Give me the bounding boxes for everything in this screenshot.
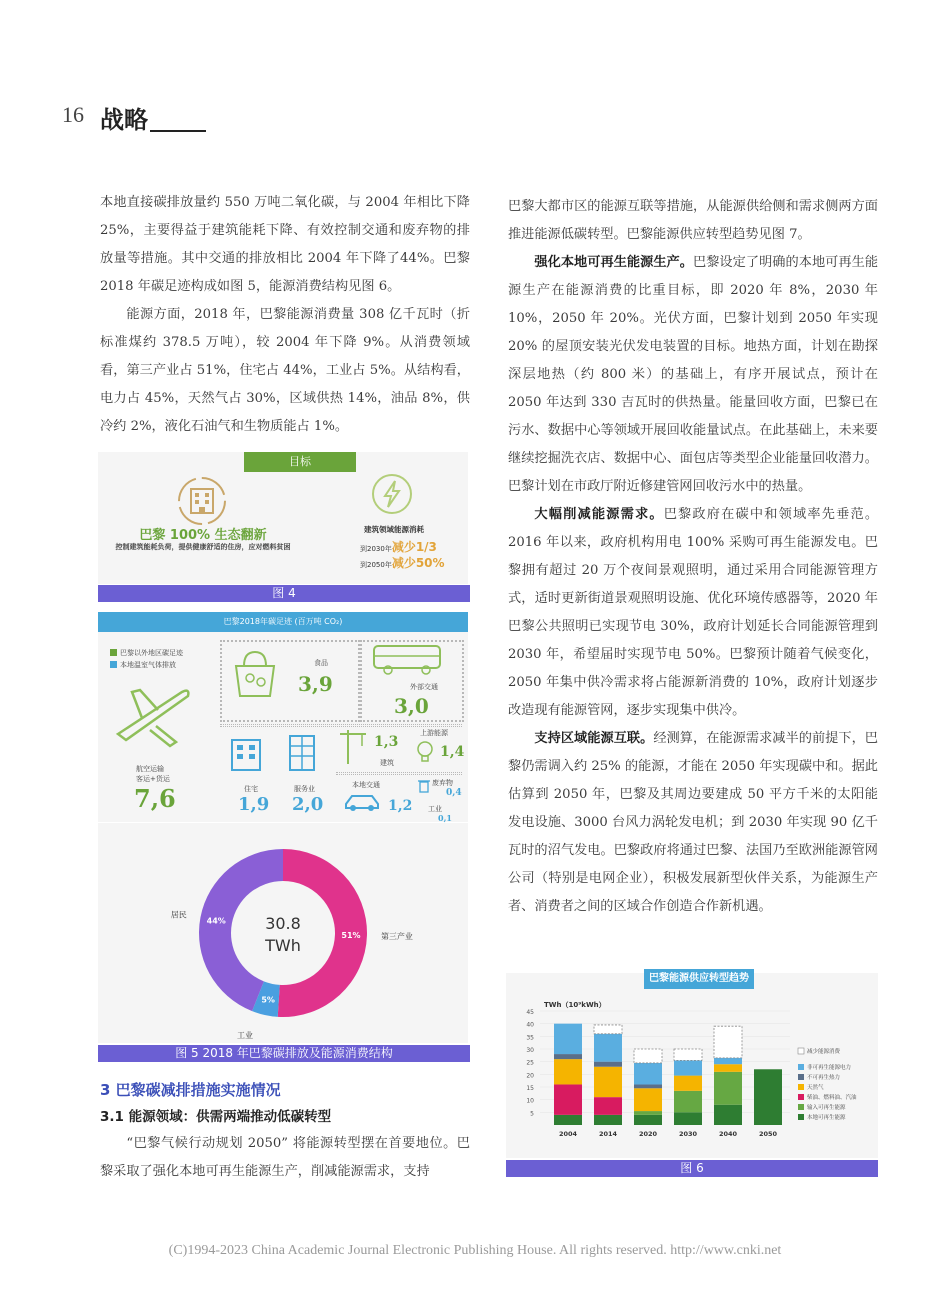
subsection-heading: 3.1 能源领域：供需两端推动低碳转型	[100, 1109, 332, 1125]
right-column-text	[508, 193, 878, 921]
bar-seg-0-4	[554, 1054, 582, 1059]
right-paragraph-2	[508, 249, 878, 501]
left-paragraph-1: 本地直接碳排放量约 550 万吨二氧化碳，与 2004 年相比下降 25%，主要得益于建筑能耗下降、有效控制交通和废弃物的排放量等措施。其中交通的排放相比 2004 年下降了44%。巴黎 2018 年碳足迹构成如图 5，能源消费结构见图 6。	[100, 195, 470, 294]
tile-industry-value: 0,1	[438, 813, 452, 823]
tile-industry-label: 工业	[428, 805, 442, 813]
bar-x-tick-5: 2050	[758, 1130, 778, 1138]
page-number: 16	[62, 102, 84, 127]
lead-renewables: 强化本地可再生能源生产。	[534, 255, 693, 270]
bar-seg-3-1	[674, 1091, 702, 1113]
right-paragraph-1: 巴黎大都市区的能源互联等措施，从能源供给侧和需求侧两方面推进能源低碳转型。巴黎能源供应转型趋势见图 7。	[508, 199, 878, 242]
bar-legend-label-1: 输入可再生能源	[807, 1105, 846, 1111]
legend-green-label: 巴黎以外地区碳足迹	[120, 649, 183, 657]
figure-5-footprint	[98, 612, 468, 822]
bar-y-tick-3: 20	[526, 1072, 534, 1080]
crane-icon	[338, 726, 368, 766]
airplane-icon	[112, 680, 194, 750]
lightbulb-icon	[416, 740, 434, 764]
apartment-icon	[228, 736, 264, 772]
tile-housing-label: 住宅	[244, 785, 258, 793]
bar-seg-0-0	[554, 1115, 582, 1125]
section-heading: 3 巴黎碳减排措施实施情况	[100, 1081, 281, 1099]
bar-y-tick-1: 10	[526, 1097, 534, 1105]
donut-center-value: 30.8	[265, 914, 301, 933]
fig4-right-title: 建筑领域能源消耗	[364, 525, 424, 534]
donut-pct-label-0: 51%	[341, 931, 361, 941]
bar-seg-1-2	[594, 1097, 622, 1115]
bar-seg-1-3	[594, 1067, 622, 1097]
bar-seg-3-3	[674, 1076, 702, 1091]
fig4-2050-value: 减少50%	[391, 556, 445, 570]
bar-seg-1-6	[594, 1025, 622, 1034]
bar-legend-swatch-6	[798, 1048, 804, 1054]
bar-seg-4-3	[714, 1064, 742, 1072]
bar-legend-swatch-4	[798, 1074, 804, 1080]
bar-seg-1-4	[594, 1062, 622, 1067]
legend-blue-label: 本地温室气体排放	[120, 661, 176, 669]
fig4-target-2030	[360, 538, 437, 555]
fig4-2050-prefix: 到2050年	[360, 561, 392, 569]
bar-y-tick-5: 30	[526, 1047, 534, 1054]
bar-seg-0-5	[554, 1024, 582, 1054]
bar-x-tick-3: 2030	[678, 1130, 698, 1138]
fig4-banner: 目标	[244, 452, 356, 472]
bar-seg-4-6	[714, 1026, 742, 1058]
fig6-title: 巴黎能源供应转型趋势	[644, 969, 754, 989]
tile-aviation-sub: 客运+货运	[136, 775, 170, 783]
right-paragraph-3-body: 巴黎政府在碳中和领域率先垂范。2016 年以来，政府机构用电 100% 采购可再生能源发电。巴黎拥有超过 20 万个夜间景观照明，通过采用合同能源管理方式，适时更新街道景观照明设施、优化环境传感器等，2020 年巴黎公共照明已实现节电 30%，政府计划延长合同能源管理到 2030 年，希望届时实现节电 50%。巴黎预计随着气候变化，2050 年集中供冷需求将占能源新消费的 10%，政府计划逐步改造现有能源管网，逐步实现集中供冷。	[508, 507, 879, 718]
bar-seg-3-5	[674, 1060, 702, 1075]
figure-4	[98, 452, 468, 584]
energy-supply-bar-chart	[506, 973, 878, 1158]
bar-legend-swatch-5	[798, 1064, 804, 1070]
bar-y-label: TWh（10⁹kWh）	[544, 1001, 606, 1009]
fig4-left-title: 巴黎 100% 生态翻新	[139, 528, 267, 543]
fig4-caption: 图 4	[98, 585, 470, 602]
bar-y-tick-0: 5	[530, 1110, 534, 1118]
donut-pct-label-2: 44%	[206, 916, 226, 926]
bar-legend-label-5: 非可再生能源电力	[807, 1065, 852, 1071]
copyright-footer: (C)1994-2023 China Academic Journal Electronic Publishing House. All rights reserved. http://www.cnki.net	[168, 1243, 782, 1258]
tile-waste-label: 废弃物	[432, 779, 453, 787]
bar-legend-swatch-0	[798, 1114, 804, 1120]
figure-6	[506, 973, 878, 1158]
tile-aviation-label: 航空运输	[136, 765, 164, 773]
bar-legend-label-2: 柴油、燃料油、汽油	[807, 1095, 857, 1101]
bar-seg-3-6	[674, 1049, 702, 1060]
fig4-2030-value: 减少1/3	[391, 540, 437, 554]
donut-category-label-2: 居民	[170, 910, 187, 920]
figure-5-donut	[98, 823, 468, 1043]
bar-seg-1-5	[594, 1034, 622, 1062]
donut-center-unit: TWh	[265, 936, 301, 955]
bar-seg-4-5	[714, 1058, 742, 1064]
bar-x-tick-0: 2004	[558, 1130, 578, 1138]
bar-seg-2-0	[634, 1115, 662, 1125]
bar-seg-4-0	[714, 1105, 742, 1125]
bar-seg-2-3	[634, 1088, 662, 1111]
tile-external-transport-value: 3,0	[394, 694, 429, 718]
tile-upstream-value: 1,4	[440, 744, 465, 760]
bar-y-tick-8: 45	[526, 1009, 534, 1016]
legend-green-swatch	[110, 649, 117, 656]
right-paragraph-3	[508, 501, 878, 725]
trash-icon	[418, 778, 430, 792]
bus-icon	[370, 642, 444, 676]
bar-legend-swatch-1	[798, 1104, 804, 1110]
left-bottom-paragraph: “巴黎气候行动规划 2050” 将能源转型摆在首要地位。巴黎采取了强化本地可再生能源生产，削减能源需求，支持	[100, 1136, 470, 1179]
tile-housing-value: 1,9	[238, 794, 270, 815]
section-title: 战略	[100, 106, 148, 134]
bar-seg-0-2	[554, 1084, 582, 1114]
bar-seg-2-6	[634, 1049, 662, 1063]
bar-seg-1-0	[594, 1115, 622, 1125]
tile-local-transport-label: 本地交通	[352, 781, 380, 789]
tile-food-value: 3,9	[298, 672, 333, 696]
tile-waste-value: 0,4	[446, 788, 462, 798]
bar-y-tick-7: 40	[526, 1021, 534, 1029]
right-paragraph-2-body: 巴黎设定了明确的本地可再生能源生产在能源消费的比重目标，即 2020 年 8%，2030 年 10%，2050 年 20%。光伏方面，巴黎计划到 2050 年实现 20% 的屋顶安装光伏发电装置的目标。地热方面，计划在勘探深层地热（约 800 米）的基础上，有序开展试点，预计在 2050 年达到 330 吉瓦时的供热量。能量回收方面，巴黎已在污水、数据中心等领域开展回收能量试点。在此基础上，未来要继续挖掘洗衣店、数据中心、面包店等类型企业能量回收潜力。巴黎计划在市政厅附近修建管网回收污水中的热量。	[508, 255, 879, 494]
bar-legend-label-3: 天然气	[807, 1085, 824, 1091]
bar-legend-label-4: 不可再生热力	[807, 1075, 841, 1081]
tile-construction-value: 1,3	[374, 734, 399, 750]
bar-seg-5-0	[754, 1069, 782, 1125]
lightning-icon	[370, 472, 414, 516]
car-icon	[342, 790, 382, 812]
bar-seg-3-0	[674, 1112, 702, 1125]
title-underline	[150, 130, 206, 132]
office-building-icon	[284, 732, 320, 772]
lead-interconnection: 支持区域能源互联。	[534, 731, 654, 746]
tile-food-label: 食品	[314, 659, 328, 667]
bar-seg-4-1	[714, 1072, 742, 1105]
donut-category-label-0: 第三产业	[380, 932, 413, 942]
bar-legend-swatch-3	[798, 1084, 804, 1090]
bar-x-tick-4: 2040	[718, 1130, 738, 1138]
bar-y-tick-2: 15	[526, 1085, 534, 1092]
tile-external-transport-label: 外部交通	[410, 683, 438, 691]
tile-construction-label: 建筑	[380, 759, 394, 767]
bar-seg-2-4	[634, 1084, 662, 1088]
bar-seg-0-3	[554, 1059, 582, 1084]
tile-upstream-label: 上游能源	[420, 729, 448, 737]
donut-category-label-1: 工业	[237, 1031, 253, 1040]
fig5-caption: 图 5 2018 年巴黎碳排放及能源消费结构	[98, 1045, 470, 1062]
bar-x-tick-2: 2020	[638, 1130, 658, 1138]
bar-seg-2-1	[634, 1111, 662, 1115]
tile-local-transport-value: 1,2	[388, 798, 413, 814]
tile-services-label: 服务业	[294, 785, 315, 793]
bar-y-tick-6: 35	[526, 1034, 534, 1042]
fig4-target-2050	[360, 554, 445, 571]
bar-legend-swatch-2	[798, 1094, 804, 1100]
right-paragraph-4-body: 经测算，在能源需求减半的前提下，巴黎仍需调入约 25% 的能源，才能在 2050 年实现碳中和。据此估算到 2050 年，巴黎及其周边要建成 50 平方千米的太阳能发电设施、3000 台风力涡轮发电机；到 2030 年实现 90 亿千瓦时的沼气发电。巴黎政府将通过巴黎、法国乃至欧洲能源管网公司（特别是电网企业），积极发展新型伙伴关系，为能源生产者、消费者之间的区域合作创造合作新机遇。	[508, 731, 878, 914]
bar-legend-label-6: 减少能源消费	[807, 1049, 841, 1055]
tile-services-value: 2,0	[292, 794, 324, 815]
fig4-2030-prefix: 到2030年	[360, 545, 392, 553]
energy-donut-chart	[98, 823, 468, 1043]
right-paragraph-4	[508, 725, 878, 921]
left-paragraph-2: 能源方面，2018 年，巴黎能源消费量 308 亿千瓦时（折标准煤约 378.5 万吨），较 2004 年下降 9%。从消费领域看，第三产业占 51%，住宅占 44%，工业占 5%。从结构看，电力占 45%，天然气占 30%，区域供热 14%，油品 8%，供冷约 2%，液化石油气和生物质能占 1%。	[100, 307, 470, 434]
tile-aviation-value: 7,6	[134, 784, 176, 813]
grocery-bag-icon	[230, 646, 280, 700]
bar-seg-2-5	[634, 1063, 662, 1085]
bar-y-tick-4: 25	[526, 1059, 534, 1067]
fig5-header: 巴黎2018年碳足迹 (百万吨 CO₂)	[98, 612, 468, 632]
legend-blue-swatch	[110, 661, 117, 668]
building-recycle-icon	[174, 474, 230, 528]
left-column-text	[100, 189, 470, 441]
bar-x-tick-1: 2014	[598, 1130, 618, 1138]
fig5-divider-2	[336, 772, 462, 775]
fig6-caption: 图 6	[506, 1160, 878, 1177]
lead-demand-reduction: 大幅削减能源需求。	[534, 507, 664, 522]
bar-legend-label-0: 本地可再生能源	[807, 1115, 846, 1121]
fig4-left-sub: 控制建筑能耗负荷，提供健康舒适的住房，应对燃料贫困	[115, 543, 291, 551]
donut-pct-label-1: 5%	[261, 995, 275, 1005]
